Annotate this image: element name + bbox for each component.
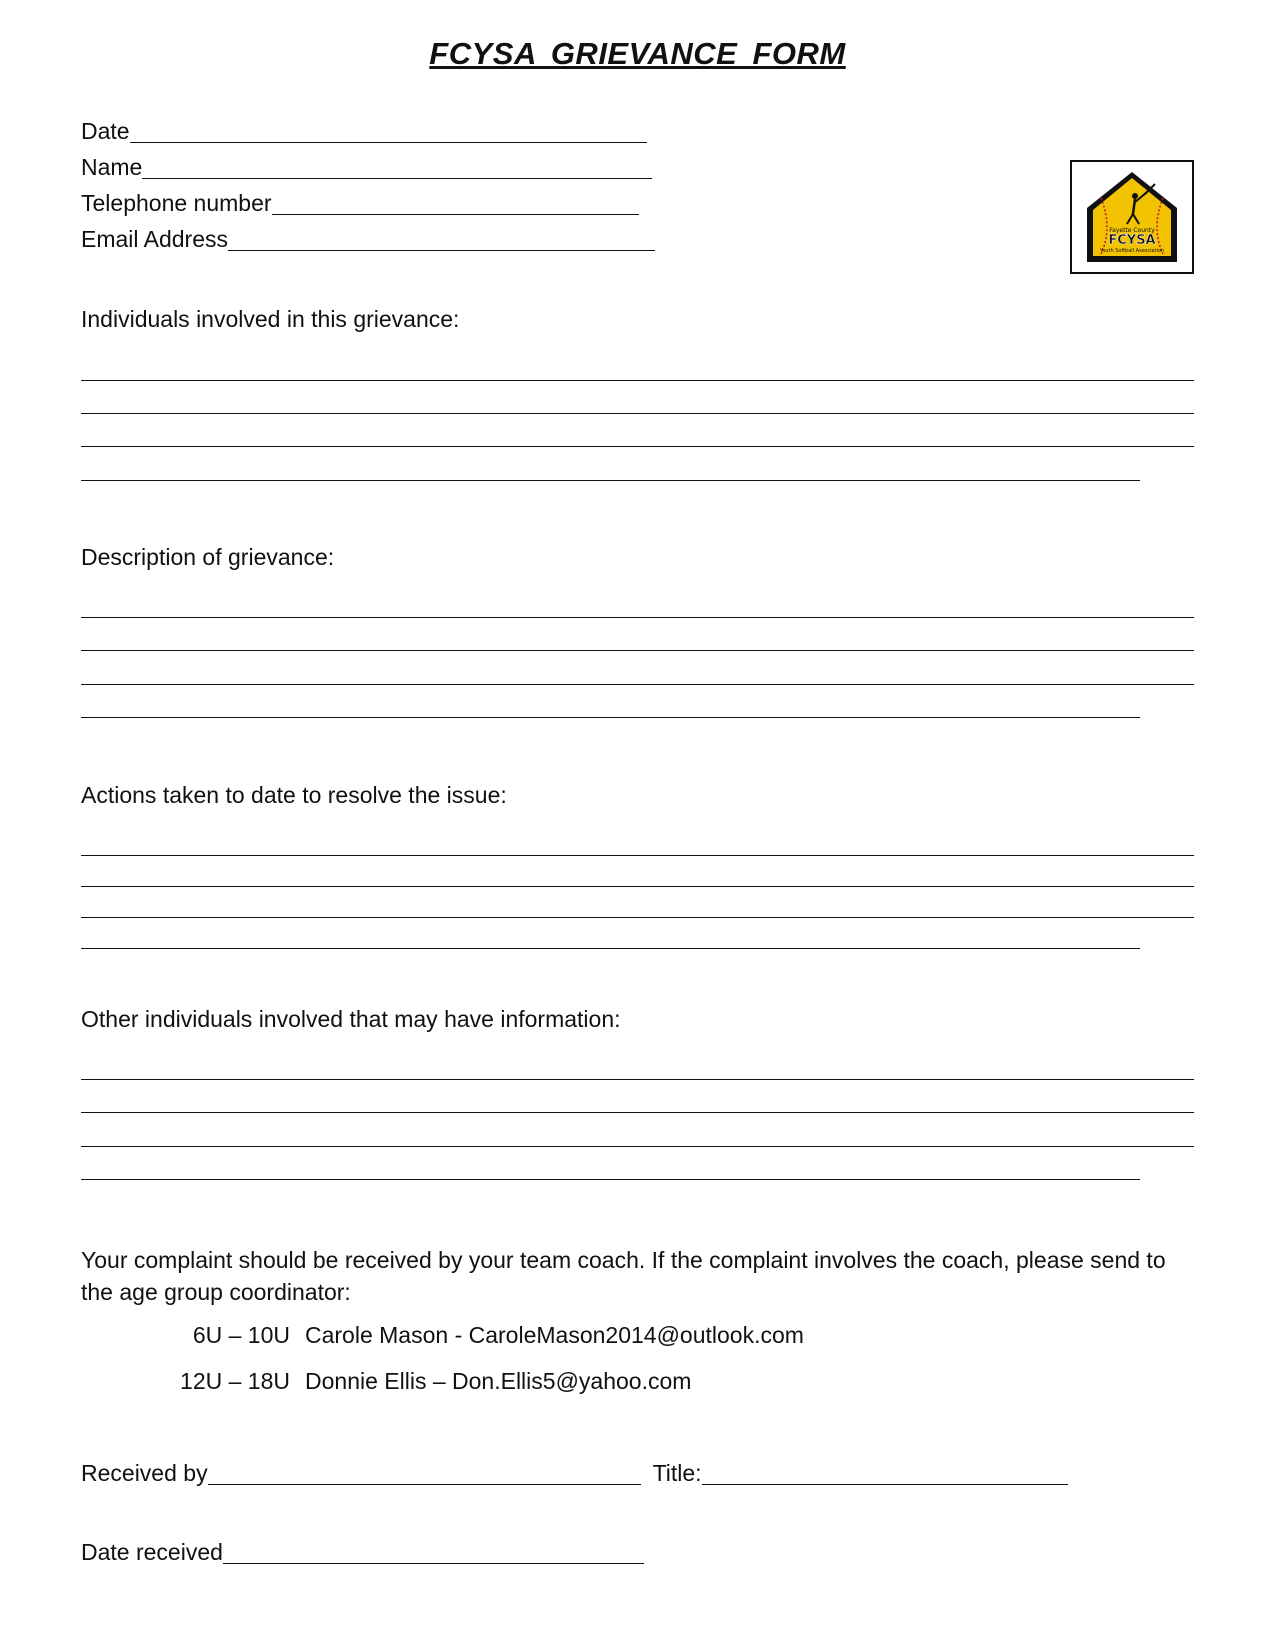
other-individuals-line-4[interactable]: [81, 1179, 1140, 1180]
contact-row: [178, 1324, 804, 1347]
received-by-label: Received by: [81, 1460, 208, 1486]
fcysa-logo: [1070, 160, 1194, 274]
logo-line3: Youth Softball Association: [1099, 248, 1165, 254]
logo-line1: Fayette County: [1109, 227, 1155, 234]
individuals-line-3[interactable]: [81, 446, 1194, 447]
contact-detail: Carole Mason - CaroleMason2014@outlook.com: [305, 1322, 804, 1348]
name-input-line[interactable]: [142, 177, 652, 179]
age-range: 12U – 18U: [180, 1368, 290, 1394]
name-label: Name: [81, 154, 143, 180]
age-range: 6U – 10U: [192, 1322, 290, 1348]
email-label: Email Address: [81, 226, 229, 252]
individuals-line-4[interactable]: [81, 480, 1140, 481]
date-received-input-line[interactable]: [223, 1562, 644, 1564]
individuals-line-2[interactable]: [81, 413, 1194, 414]
other-individuals-label: Other individuals involved that may have information:: [81, 1006, 621, 1032]
description-line-4[interactable]: [81, 717, 1140, 718]
individuals-line-1[interactable]: [81, 380, 1194, 381]
received-by-field[interactable]: [81, 1462, 1068, 1485]
individuals-involved-label: Individuals involved in this grievance:: [81, 306, 460, 332]
softball-logo-icon: [1083, 168, 1181, 266]
actions-line-3[interactable]: [81, 917, 1194, 918]
other-individuals-line-3[interactable]: [81, 1146, 1194, 1147]
date-label: Date: [81, 118, 130, 144]
description-line-3[interactable]: [81, 684, 1194, 685]
other-individuals-line-2[interactable]: [81, 1112, 1194, 1113]
date-received-field[interactable]: [81, 1541, 644, 1564]
description-line-1[interactable]: [81, 617, 1194, 618]
date-received-label: Date received: [81, 1539, 223, 1565]
logo-line2: FCYSA: [1108, 233, 1156, 248]
complaint-notice: Your complaint should be received by your team coach. If the complaint involves the coach, please send to the age group coordinator:: [81, 1247, 1166, 1305]
other-individuals-line-1[interactable]: [81, 1079, 1194, 1080]
contact-row: [178, 1370, 691, 1393]
received-by-input-line[interactable]: [208, 1483, 641, 1485]
telephone-label: Telephone number: [81, 190, 272, 216]
contact-detail: Donnie Ellis – Don.Ellis5@yahoo.com: [305, 1368, 692, 1394]
form-title: FCYSA GRIEVANCE FORM: [429, 36, 846, 71]
date-field[interactable]: [81, 120, 647, 143]
title-input-line[interactable]: [702, 1483, 1068, 1485]
telephone-field[interactable]: [81, 192, 639, 215]
actions-line-1[interactable]: [81, 855, 1194, 856]
email-input-line[interactable]: [228, 249, 655, 251]
actions-line-2[interactable]: [81, 886, 1194, 887]
name-field[interactable]: [81, 156, 652, 179]
description-line-2[interactable]: [81, 650, 1194, 651]
email-field[interactable]: [81, 228, 655, 251]
actions-taken-label: Actions taken to date to resolve the issue:: [81, 782, 507, 808]
description-label: Description of grievance:: [81, 544, 335, 570]
date-input-line[interactable]: [130, 141, 647, 143]
title-label: Title:: [652, 1460, 702, 1486]
telephone-input-line[interactable]: [272, 213, 639, 215]
actions-line-4[interactable]: [81, 948, 1140, 949]
